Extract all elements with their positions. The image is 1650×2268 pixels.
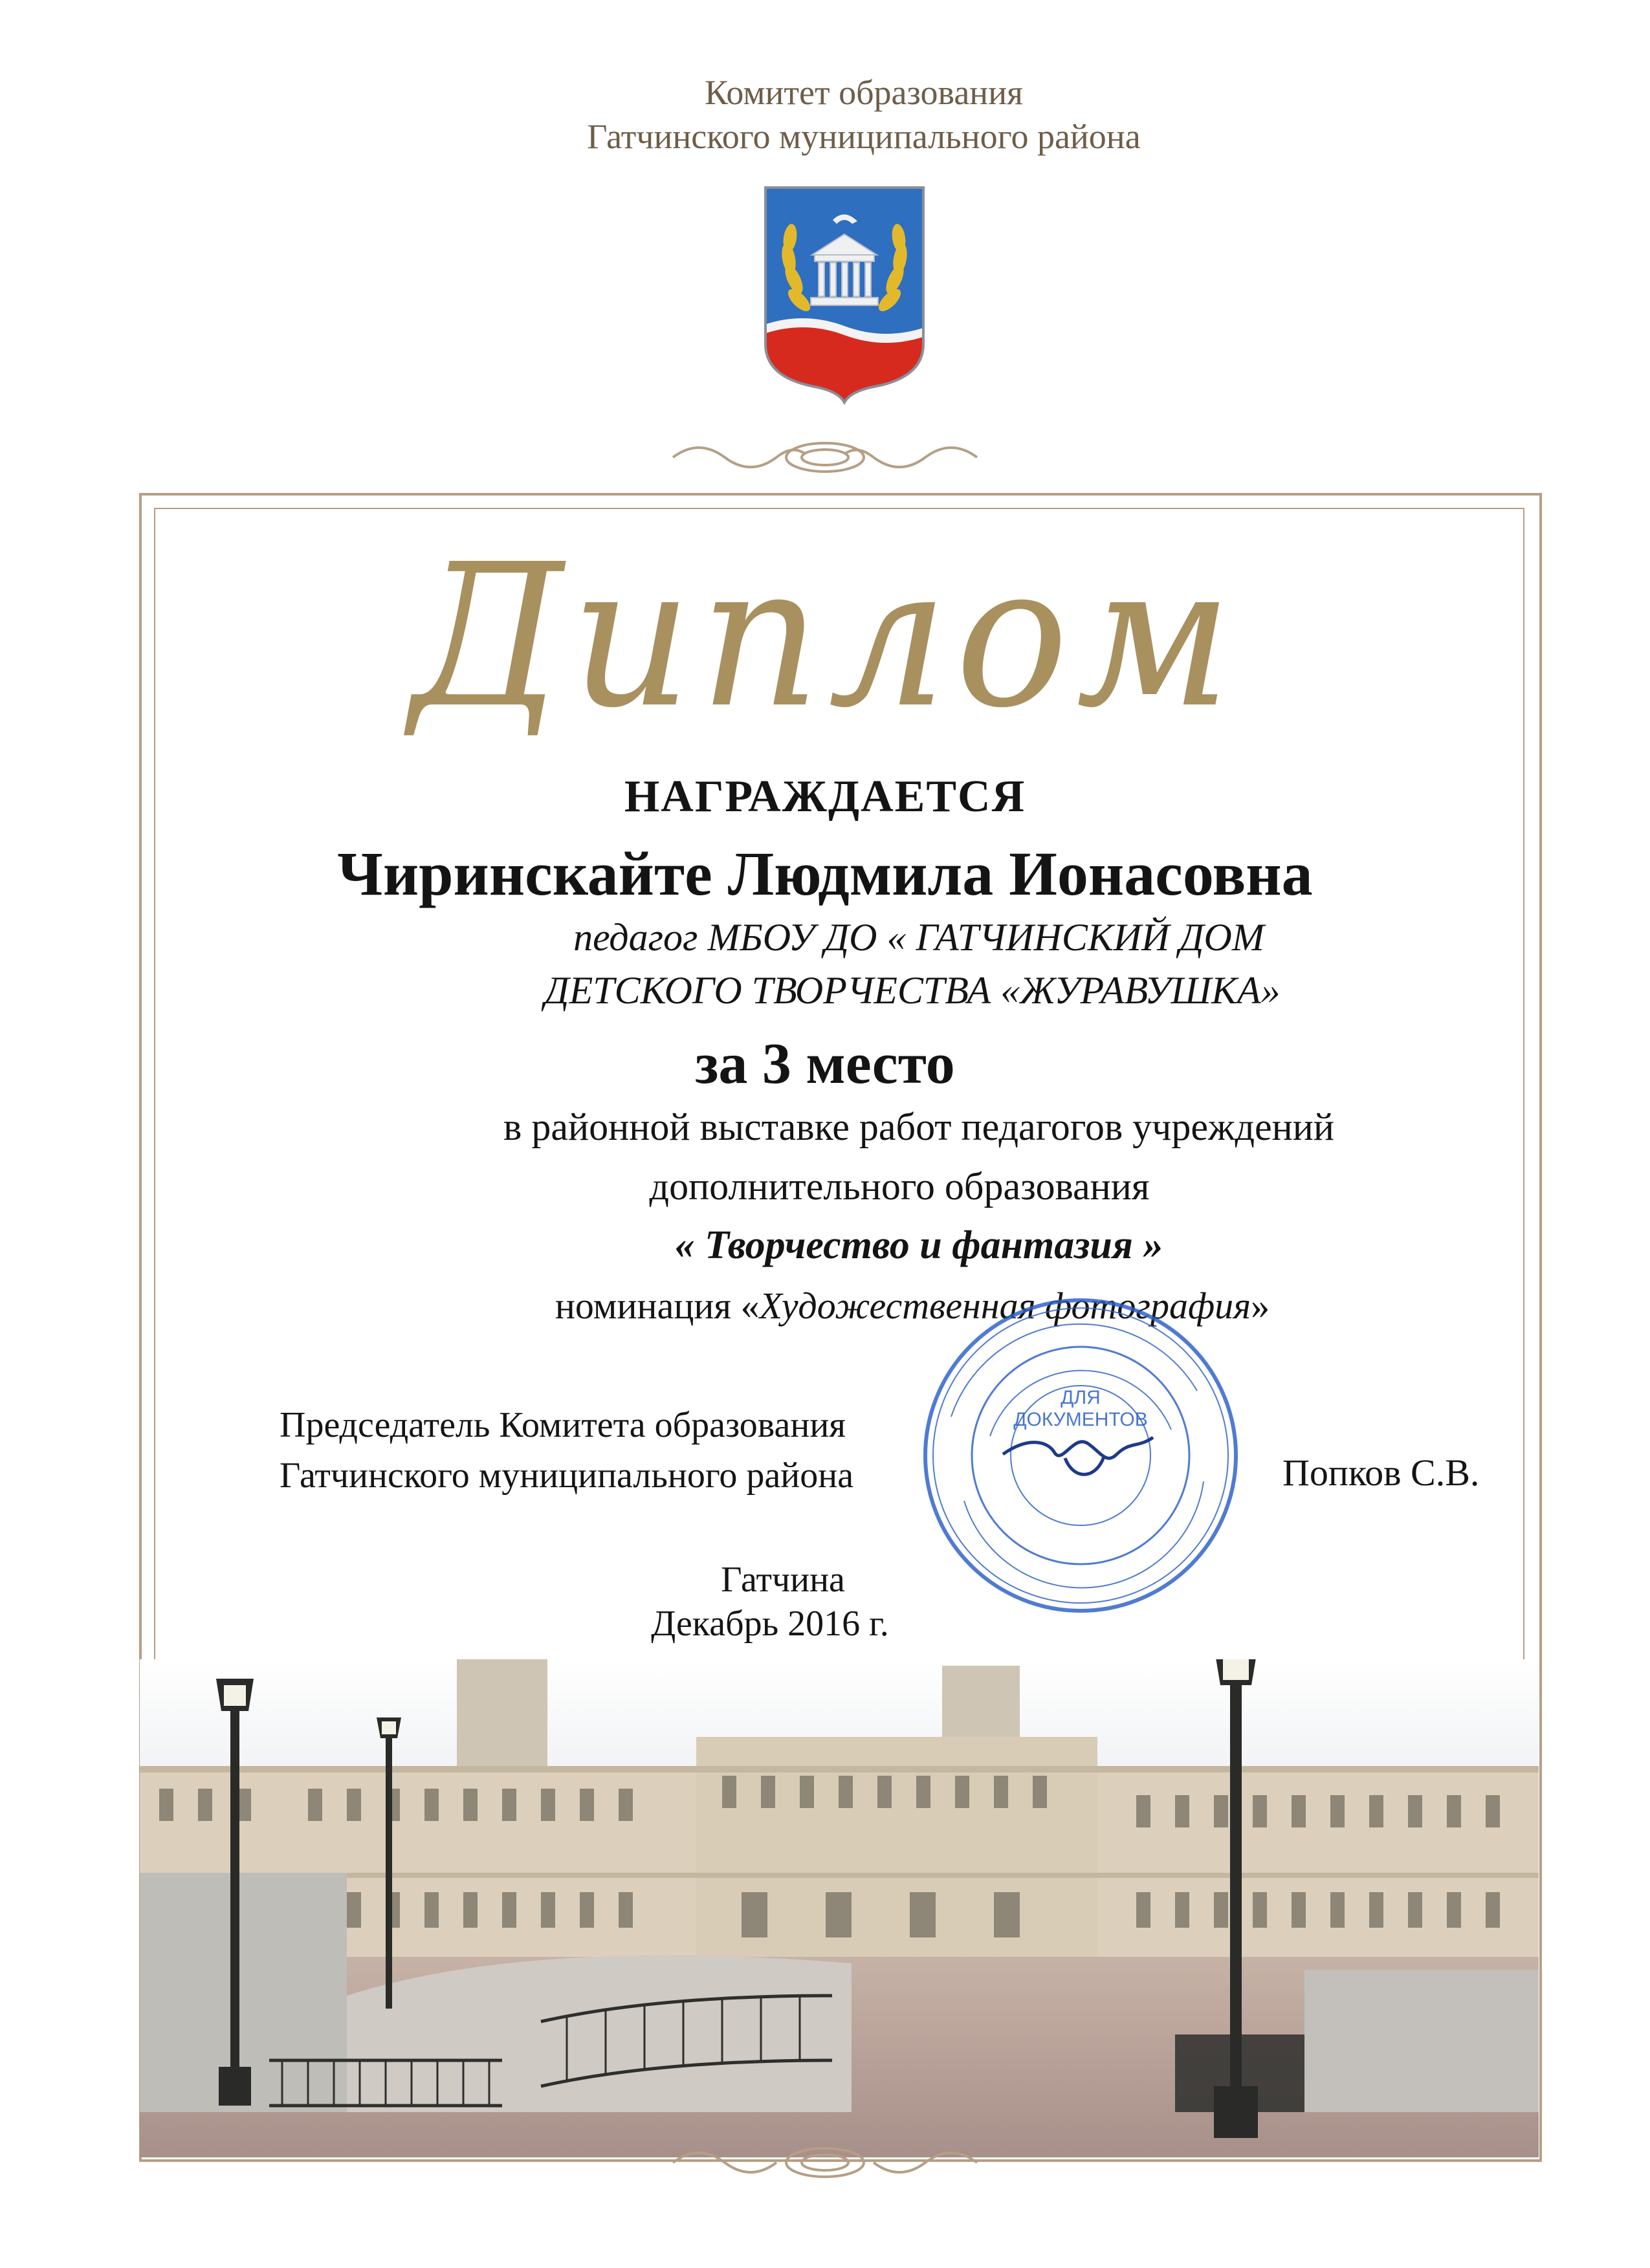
- header-district: Гатчинского муниципального района: [587, 117, 1141, 156]
- ornament-top: [660, 435, 990, 480]
- signer-role-line1: Председатель Комитета образования: [280, 1405, 846, 1445]
- awarded-label: НАГРАЖДАЕТСЯ: [624, 772, 1026, 822]
- exhibition-name: « Творчество и фантазия »: [674, 1223, 1163, 1267]
- signature-scribble: [1003, 1437, 1153, 1474]
- exhibition-line1: в районной выставке работ педагогов учреждений: [503, 1106, 1334, 1148]
- nomination-suffix: »: [1251, 1285, 1270, 1327]
- nomination-name: Художественная фотография: [759, 1285, 1251, 1327]
- recipient-name: Чиринскайте Людмила Ионасовна: [337, 839, 1313, 908]
- ornament-bottom: [660, 2140, 990, 2185]
- recipient-position-line1: педагог МБОУ ДО « ГАТЧИНСКИЙ ДОМ: [573, 916, 1264, 959]
- award-place: за 3 место: [695, 1032, 955, 1096]
- official-stamp: [912, 1287, 1249, 1624]
- signer-role-line2: Гатчинского муниципального района: [280, 1456, 854, 1496]
- palace-photo: [140, 1659, 1539, 2157]
- exhibition-line2: дополнительного образования: [649, 1165, 1150, 1208]
- signer-name: Попков С.В.: [1282, 1452, 1480, 1494]
- stamp-text-line1: ДЛЯ: [1061, 1387, 1101, 1408]
- diploma-title: Диплом: [410, 522, 1240, 752]
- header-committee: Комитет образования: [705, 73, 1023, 112]
- recipient-position-line2: ДЕТСКОГО ТВОРЧЕСТВА «ЖУРАВУШКА»: [544, 969, 1281, 1012]
- coat-of-arms-icon: [760, 182, 929, 406]
- nomination-prefix: номинация «: [555, 1285, 760, 1327]
- issue-date: Декабрь 2016 г.: [651, 1604, 889, 1644]
- stamp-text-line2: ДОКУМЕНТОВ: [1013, 1409, 1148, 1430]
- city: Гатчина: [721, 1560, 845, 1600]
